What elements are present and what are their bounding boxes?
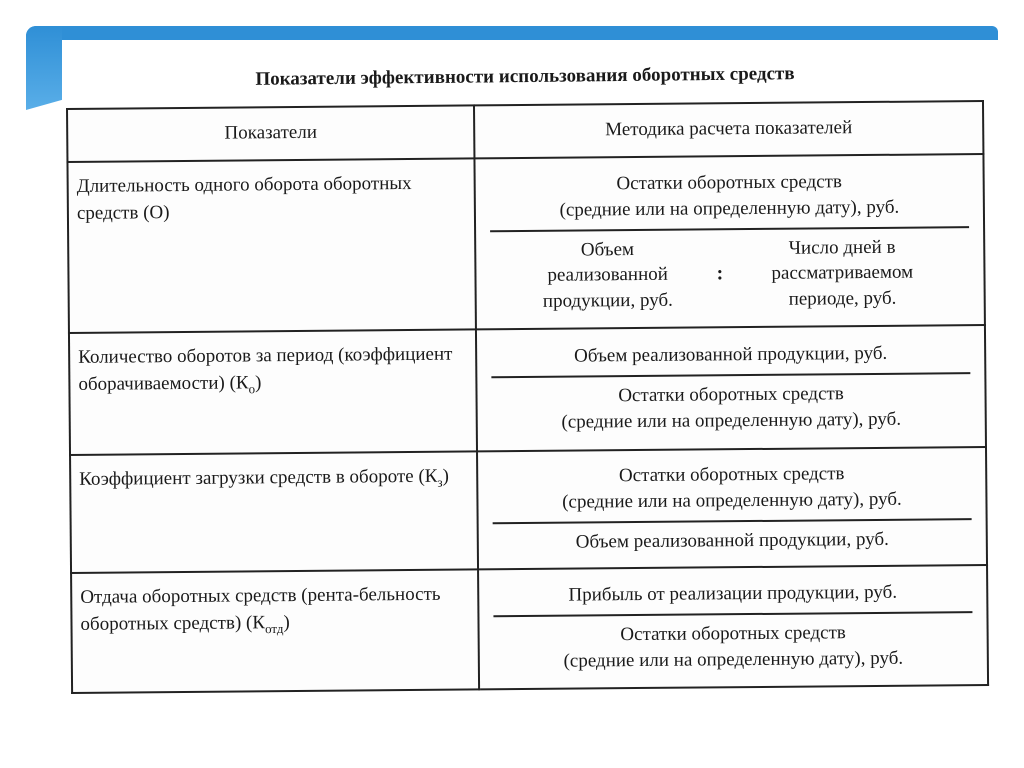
formula-denominator-line: Остатки оборотных средств — [620, 622, 846, 646]
indicators-table-wrapper — [66, 100, 989, 694]
indicator-subscript: о — [248, 381, 256, 397]
formula-denominator — [490, 234, 970, 315]
indicator-cell — [70, 451, 478, 573]
formula-cell — [476, 325, 986, 452]
fraction-line — [491, 372, 970, 378]
page-title: Показатели эффективности использования оборотных средств — [255, 63, 795, 90]
fraction-line — [493, 611, 972, 617]
formula-denominator-line: Остатки оборотных средств — [618, 383, 844, 407]
table-row — [67, 154, 984, 333]
indicator-text-end: ) — [283, 612, 290, 634]
indicator-cell — [69, 329, 477, 455]
denominator-left: Объем реализованной продукции, руб. — [542, 238, 673, 312]
table-row — [71, 565, 988, 693]
indicator-text: Коэффициент загрузки средств в обороте (К — [79, 465, 438, 490]
formula-numerator-line: Остатки оборотных средств — [616, 171, 843, 195]
indicators-table — [66, 100, 989, 694]
formula-numerator-line: (средние или на определенную дату), руб. — [562, 488, 902, 513]
formula-denominator-line: Объем реализованной продукции, руб. — [575, 528, 889, 553]
indicator-text: Отдача оборотных средств (рента-бельность оборотных средств) (К — [80, 583, 441, 636]
table-header-row — [67, 101, 983, 162]
formula-cell — [478, 565, 988, 690]
indicator-text-end: ) — [442, 465, 449, 487]
table-row — [70, 447, 987, 573]
accent-corner — [26, 26, 62, 110]
indicator-subscript: з — [437, 474, 443, 490]
formula-numerator-line: Остатки оборотных средств — [618, 463, 845, 487]
indicator-text-end: ) — [254, 372, 262, 394]
table-row — [69, 325, 986, 455]
fraction-line — [493, 518, 972, 524]
formula-numerator-line: (средние или на определенную дату), руб. — [559, 196, 900, 221]
fraction-line — [490, 226, 969, 232]
header-method: Методика расчета показателей — [474, 101, 983, 158]
formula-cell — [474, 154, 984, 329]
formula-denominator-line: (средние или на определенную дату), руб. — [561, 408, 902, 433]
formula-denominator-line: (средние или на определенную дату), руб. — [563, 647, 904, 672]
formula-numerator-line: Объем реализованной продукции, руб. — [574, 343, 888, 367]
indicator-cell — [71, 569, 479, 693]
indicator-cell — [67, 158, 475, 332]
formula-cell — [477, 447, 987, 569]
header-indicators: Показатели — [67, 105, 474, 161]
denominator-right: Число дней в рассматриваемом периоде, руб. — [771, 236, 914, 310]
indicator-text: Длительность одного оборота оборотных средств (О) — [76, 172, 412, 225]
formula-numerator-line: Прибыль от реализации продукции, руб. — [568, 582, 898, 607]
indicator-subscript: отд — [264, 621, 284, 637]
division-colon: : — [716, 262, 724, 285]
accent-bar — [26, 26, 998, 40]
indicator-text: Количество оборотов за период (коэффициент оборачиваемости) (К — [78, 343, 453, 396]
